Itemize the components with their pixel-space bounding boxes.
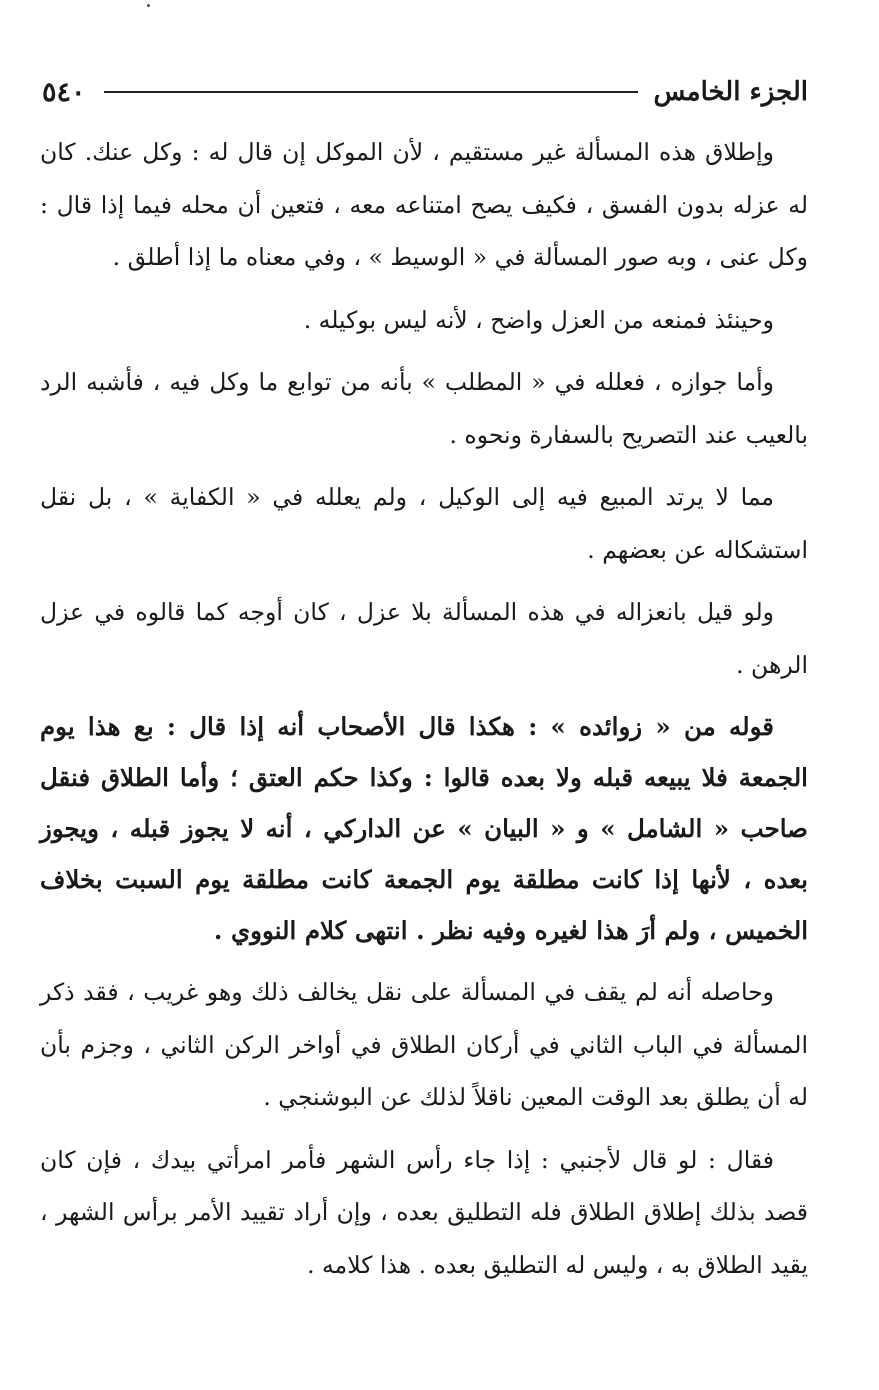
- page-header: [40, 70, 808, 114]
- paragraph-2: وحينئذ فمنعه من العزل واضح ، لأنه ليس بوكيله .: [303, 305, 774, 334]
- paragraph-1: وإطلاق هذه المسألة غير مستقيم ، لأن الموكل إن قال له : وكل عنك. كان له عزله بدون الفسق ، فكيف يصح امتناعه معه ، فتعين أن محله فيما إذا قال : وكل عنى ، وبه صور المسألة في « الوسيط » ، وفي معناه ما إذا أطلق .: [40, 138, 808, 271]
- paragraph-3: وأما جوازه ، فعلله في « المطلب » بأنه من توابع ما وكل فيه ، فأشبه الرد بالعيب عند التصريح بالسفارة ونحوه .: [40, 368, 808, 449]
- header-rule: [104, 91, 638, 93]
- quoted-paragraph: قوله من « زوائده » : هكذا قال الأصحاب أنه إذا قال : بع هذا يوم الجمعة فلا يبيعه قبله ولا بعده قالوا : وكذا حكم العتق ؛ وأما الطلاق فنقل صاحب « الشامل » و « البيان » عن الداركي ، أنه لا يجوز قبله ، ويجوز بعده ، لأنها إذا كانت مطلقة يوم الجمعة كانت مطلقة يوم السبت بخلاف الخميس ، ولم أرَ هذا لغيره وفيه نظر . انتهى كلام النووي .: [40, 712, 808, 945]
- paragraph-5: ولو قيل بانعزاله في هذه المسألة بلا عزل ، كان أوجه كما قالوه في عزل الرهن .: [40, 598, 808, 679]
- paragraph-4: مما لا يرتد المبيع فيه إلى الوكيل ، ولم يعلله في « الكفاية » ، بل نقل استشكاله عن بعضهم .: [40, 483, 808, 564]
- book-page: [40, 0, 808, 1390]
- print-mark: [147, 4, 150, 7]
- page-body: [40, 126, 808, 1301]
- paragraph-8: فقال : لو قال لأجنبي : إذا جاء رأس الشهر فأمر امرأتي بيدك ، فإن كان قصد بذلك إطلاق الطلاق فله التطليق بعده ، وإن أراد تقييد الأمر برأس الشهر ، يقيد الطلاق به ، وليس له التطليق بعده . هذا كلامه .: [40, 1145, 808, 1279]
- page-number: ٥٤٠: [42, 76, 86, 108]
- paragraph-7: وحاصله أنه لم يقف في المسألة على نقل يخالف ذلك وهو غريب ، فقد ذكر المسألة في الباب الثاني في أركان الطلاق في أواخر الركن الثاني ، وجزم بأن له أن يطلق بعد الوقت المعين ناقلاً لذلك عن البوشنجي .: [40, 978, 808, 1111]
- running-title: الجزء الخامس: [653, 77, 808, 107]
